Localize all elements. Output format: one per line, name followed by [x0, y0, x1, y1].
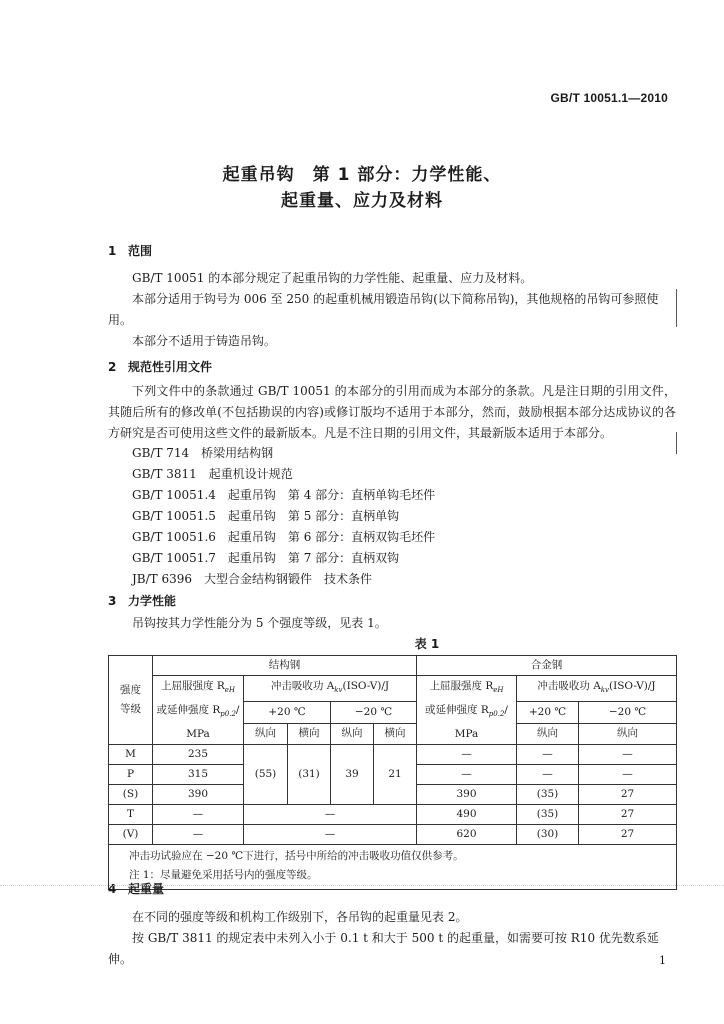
cell-alloy-impact-m20: —: [579, 745, 677, 765]
header-alloy-steel: 合金钢: [417, 656, 677, 676]
header-grade: 强度等级: [109, 656, 153, 745]
cell-grade: (S): [109, 785, 153, 805]
section-3-heading: [108, 592, 176, 609]
cell-structural-yield: 315: [153, 765, 244, 785]
cell-alloy-yield: —: [417, 745, 517, 765]
cell-alloy-yield: 490: [417, 805, 517, 825]
change-bar-mark: [676, 289, 677, 327]
table-caption: 表 1: [414, 637, 440, 651]
header-transverse: 横向: [374, 723, 417, 745]
cell-grade: (V): [109, 825, 153, 845]
cell-alloy-impact-m20: 27: [579, 805, 677, 825]
cell-structural-yield: 390: [153, 785, 244, 805]
section-2-paragraph: 下列文件中的条款通过 GB/T 10051 的本部分的引用而成为本部分的条款。凡是注日期的引用文件，其随后所有的修改单(不包括勘误的内容)或修订版均不适用于本部分，然而，鼓励根据本部分达成协议的各方研究是否可使用这些文件的最新版本。凡是不注日期的引用文件，其最新版本适用于本部分。: [108, 384, 676, 440]
reference-item: GB/T 10051.6 起重吊钩 第 6 部分：直柄双钩毛坯件: [132, 530, 436, 544]
section-3-paragraph: 吊钩按其力学性能分为 5 个强度等级，见表 1。: [132, 616, 387, 630]
header-transverse: 横向: [288, 723, 331, 745]
cell-impact-m20-trans: 21: [374, 745, 417, 805]
section-number: 3: [108, 594, 117, 608]
cell-structural-impact: —: [244, 805, 417, 825]
cell-structural-yield: —: [153, 825, 244, 845]
mechanical-properties-table: [108, 655, 677, 890]
cell-structural-impact: —: [244, 825, 417, 845]
cell-alloy-impact-p20: (30): [517, 825, 579, 845]
header-impact-energy-structural: 冲击吸收功 $A_{kv}(ISO-V)/J$: [244, 676, 417, 702]
section-title: 起重量: [128, 882, 165, 896]
cell-alloy-impact-m20: 27: [579, 785, 677, 805]
cell-alloy-impact-p20: —: [517, 765, 579, 785]
section-number: 1: [108, 244, 117, 258]
header-longitudinal: 纵向: [331, 723, 374, 745]
header-temp-minus20-alloy: −20 ℃: [579, 702, 677, 724]
header-longitudinal: 纵向: [244, 723, 288, 745]
document-title-line-1: 起重吊钩 第 1 部分：力学性能、: [222, 165, 502, 185]
cell-structural-yield: —: [153, 805, 244, 825]
cell-alloy-impact-m20: 27: [579, 825, 677, 845]
section-1-paragraph-3: 本部分不适用于铸造吊钩。: [132, 334, 277, 348]
header-yield-strength-structural: 上屈服强度 $R_{eH}$ 或延伸强度 $R_{p0.2}/$ MPa: [153, 676, 244, 745]
reference-item: GB/T 10051.5 起重吊钩 第 5 部分：直柄单钩: [132, 509, 400, 523]
standard-number: GB/T 10051.1—2010: [550, 91, 668, 105]
cell-alloy-impact-p20: (35): [517, 785, 579, 805]
header-temp-plus20-alloy: +20 ℃: [517, 702, 579, 724]
cell-impact-p20-trans: (31): [288, 745, 331, 805]
reference-item: JB/T 6396 大型合金结构钢锻件 技术条件: [132, 572, 373, 586]
change-bar-mark: [676, 432, 677, 454]
table-note: 冲击功试验应在 −20 ℃下进行，括号中所给的冲击吸收功值仅供参考。: [129, 850, 464, 863]
header-longitudinal: 纵向: [579, 723, 677, 745]
section-1-paragraph-2: 本部分适用于钩号为 006 至 250 的起重机械用锻造吊钩(以下简称吊钩)，其他规格的吊钩可参照使用。: [108, 292, 659, 327]
cell-alloy-impact-p20: —: [517, 745, 579, 765]
section-number: 4: [108, 882, 117, 896]
section-4-heading: [108, 880, 164, 897]
section-title: 范围: [128, 244, 153, 258]
section-title: 规范性引用文件: [128, 360, 213, 374]
cell-grade: M: [109, 745, 153, 765]
cell-grade: P: [109, 765, 153, 785]
cell-impact-m20-long: 39: [331, 745, 374, 805]
cell-alloy-impact-m20: —: [579, 765, 677, 785]
header-impact-energy-alloy: 冲击吸收功 $A_{kv}(ISO-V)/J$: [517, 676, 677, 702]
table-row: [109, 745, 677, 765]
header-structural-steel: 结构钢: [153, 656, 417, 676]
cell-alloy-impact-p20: (35): [517, 805, 579, 825]
header-yield-strength-alloy: 上屈服强度 $R_{eH}$ 或延伸强度 $R_{p0.2}/$ MPa: [417, 676, 517, 745]
section-4-paragraph-2: 按 GB/T 3811 的规定表中未列入小于 0.1 t 和大于 500 t 的起重量，如需要可按 R10 优先数系延伸。: [108, 931, 659, 966]
reference-item: GB/T 10051.7 起重吊钩 第 7 部分：直柄双钩: [132, 551, 400, 565]
document-title-line-2: 起重量、应力及材料: [281, 191, 443, 211]
reference-item: GB/T 714 桥梁用结构钢: [132, 446, 274, 460]
cell-alloy-yield: 390: [417, 785, 517, 805]
scan-artifact-line: [0, 885, 724, 887]
reference-item: GB/T 3811 起重机设计规范: [132, 467, 293, 481]
header-longitudinal: 纵向: [517, 723, 579, 745]
cell-alloy-yield: —: [417, 765, 517, 785]
table-row: [109, 805, 677, 825]
table-note: 注 1：尽量避免采用括号内的强度等级。: [129, 869, 318, 882]
reference-item: GB/T 10051.4 起重吊钩 第 4 部分：直柄单钩毛坯件: [132, 488, 436, 502]
cell-structural-yield: 235: [153, 745, 244, 765]
table-notes: [109, 845, 677, 890]
section-4-paragraph-1: 在不同的强度等级和机构工作级别下，各吊钩的起重量见表 2。: [132, 910, 468, 924]
section-1-paragraph-1: GB/T 10051 的本部分规定了起重吊钩的力学性能、起重量、应力及材料。: [132, 271, 533, 285]
page-number: 1: [659, 954, 666, 967]
cell-impact-p20-long: (55): [244, 745, 288, 805]
section-1-heading: [108, 242, 152, 259]
table-row: [109, 825, 677, 845]
section-2-heading: [108, 358, 212, 375]
section-number: 2: [108, 360, 117, 374]
section-title: 力学性能: [128, 594, 177, 608]
header-temp-minus20-structural: −20 ℃: [331, 702, 417, 724]
cell-grade: T: [109, 805, 153, 825]
cell-alloy-yield: 620: [417, 825, 517, 845]
header-temp-plus20-structural: +20 ℃: [244, 702, 331, 724]
